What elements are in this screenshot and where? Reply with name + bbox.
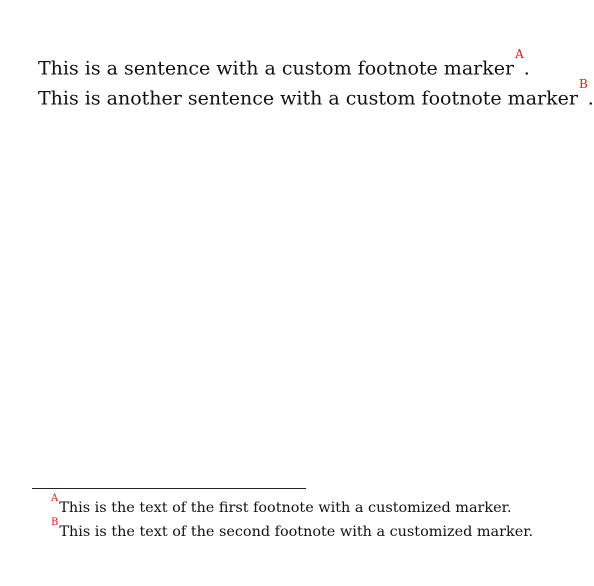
footnote-b <box>51 518 571 542</box>
main-text <box>38 47 594 112</box>
footnote-marker-b[interactable]: B <box>578 77 588 92</box>
footnote-a-marker[interactable]: A <box>51 493 59 504</box>
footnote-b-text: This is the text of the second footnote with a customized marker. <box>59 523 534 540</box>
footnote-a <box>51 494 571 518</box>
sentence-2 <box>38 77 594 111</box>
footnote-b-marker[interactable]: B <box>51 516 59 528</box>
footnote-divider <box>32 488 306 489</box>
sentence-2-end: . <box>587 87 594 110</box>
sentence-1 <box>38 47 568 81</box>
footnote-section <box>51 494 571 542</box>
sentence-1-end: . <box>523 57 530 80</box>
sentence-1-text: This is a sentence with a custom footnote marker <box>38 57 515 80</box>
footnote-marker-a[interactable]: A <box>515 47 524 61</box>
footnote-a-text: This is the text of the first footnote with a customized marker. <box>59 499 512 516</box>
sentence-2-text: This is another sentence with a custom footnote marker <box>38 87 578 110</box>
